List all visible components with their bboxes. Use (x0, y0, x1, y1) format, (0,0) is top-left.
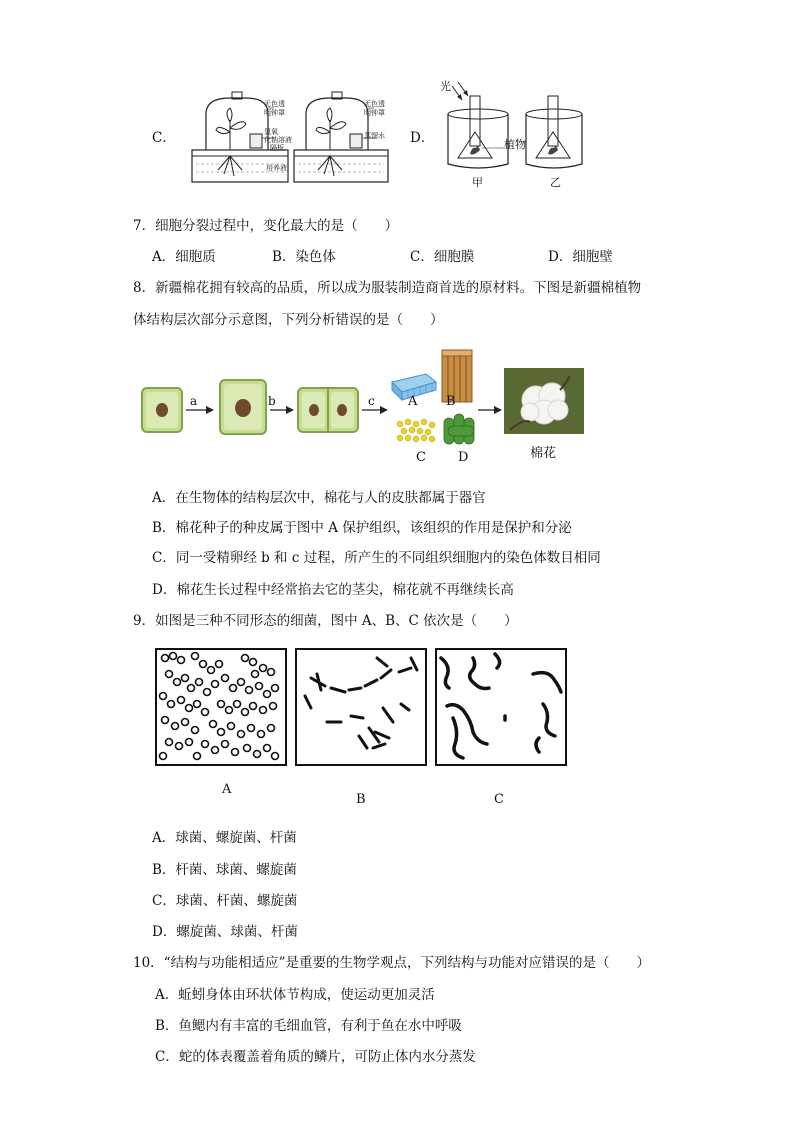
q6-option-c-letter: C． (152, 130, 176, 146)
c-right-water: 蒸馏水 (364, 132, 385, 140)
q8-arrow-a: a (190, 394, 198, 408)
q9-panel-label-a: A (222, 782, 232, 797)
q9-option-b: B．杆菌、球菌、螺旋菌 (152, 862, 297, 878)
d-plant-label: 植物 (504, 138, 526, 151)
q8-tissue-b: B (446, 394, 456, 409)
q9-panel-label-c: C (494, 792, 504, 807)
q10-option-a: A．蚯蚓身体由环状体节构成，使运动更加灵活 (155, 987, 435, 1003)
q8-tissue-a: A (408, 394, 418, 409)
q7-option-a: A．细胞质 (152, 249, 216, 265)
q7-stem: 7．细胞分裂过程中，变化最大的是（ ） (133, 218, 399, 234)
c-left-board: 隔板 (270, 144, 284, 152)
q8-arrow-c: c (368, 394, 375, 408)
q8-tissue-c: C (416, 450, 426, 465)
q8-tissue-d: D (458, 450, 469, 465)
q9-option-d: D．螺旋菌、球菌、杆菌 (152, 924, 298, 940)
q9-option-a: A．球菌、螺旋菌、杆菌 (152, 830, 297, 846)
c-left-jar-label-2: 明钟罩 (264, 109, 285, 117)
q6-option-c-figure (190, 84, 390, 189)
d-jia-label: 甲 (472, 176, 483, 189)
c-left-jar-label-1: 无色透 (264, 100, 285, 108)
d-light-label: 光 (440, 80, 451, 93)
q6-option-d-figure (438, 76, 588, 191)
q8-stem-line1: 8．新疆棉花拥有较高的品质，所以成为服装制造商首选的原材料。下图是新疆棉植物 (133, 280, 642, 296)
q9-bacteria-figure (155, 648, 570, 768)
q8-arrow-b: b (268, 394, 276, 408)
q8-result-cotton: 棉花 (530, 446, 557, 461)
q10-option-c: C．蛇的体表覆盖着角质的鳞片，可防止体内水分蒸发 (155, 1049, 476, 1065)
c-right-jar-label-1: 无色透 (364, 100, 385, 108)
q9-panel-label-b: B (356, 792, 366, 807)
q10-stem: 10．“结构与功能相适应”是重要的生物学观点，下列结构与功能对应错误的是（ ） (133, 955, 650, 971)
q7-option-b: B．染色体 (272, 249, 336, 265)
q8-structure-figure (140, 346, 600, 464)
c-left-solution-1: 氢氧 (264, 128, 278, 136)
q9-stem: 9．如图是三种不同形态的细菌，图中 A、B、C 依次是（ ） (133, 613, 518, 629)
q8-option-d: D．棉花生长过程中经常掐去它的茎尖，棉花就不再继续长高 (152, 582, 514, 598)
q8-stem-line2: 体结构层次部分示意图，下列分析错误的是（ ） (133, 312, 444, 328)
q7-option-c: C．细胞膜 (410, 249, 475, 265)
q6-option-d-letter: D． (410, 130, 435, 146)
q7-option-d: D．细胞壁 (548, 249, 613, 265)
q9-option-c: C．球菌、杆菌、螺旋菌 (152, 893, 298, 909)
q8-option-a: A．在生物体的结构层次中，棉花与人的皮肤都属于器官 (152, 490, 486, 506)
c-left-culture: 培养液 (266, 164, 287, 172)
d-yi-label: 乙 (550, 176, 561, 189)
q10-option-b: B．鱼鳃内有丰富的毛细血管，有利于鱼在水中呼吸 (155, 1018, 462, 1034)
c-left-solution-2: 化钠溶液 (264, 136, 292, 144)
q8-option-c: C．同一受精卵经 b 和 c 过程，所产生的不同组织细胞内的染色体数目相同 (152, 550, 601, 566)
c-right-jar-label-2: 明钟罩 (364, 109, 385, 117)
q8-option-b: B．棉花种子的种皮属于图中 A 保护组织，该组织的作用是保护和分泌 (152, 520, 572, 536)
